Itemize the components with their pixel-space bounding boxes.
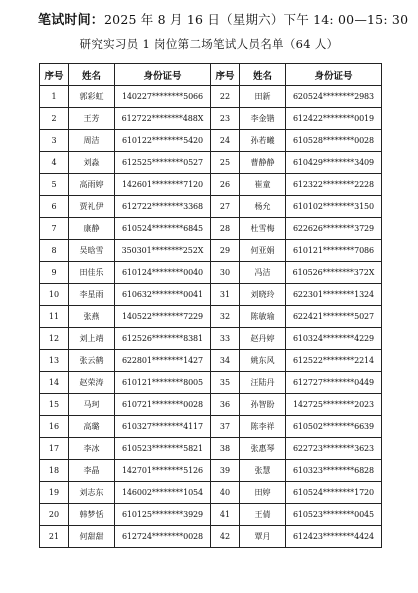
table-row	[40, 108, 382, 130]
cell-number: 8	[40, 240, 69, 262]
cell-name: 汪陆丹	[240, 372, 286, 394]
cell-number: 18	[40, 460, 69, 482]
cell-id-number: 622626********3729	[286, 218, 382, 240]
cell-number: 26	[211, 174, 240, 196]
cell-number: 14	[40, 372, 69, 394]
cell-id-number: 146002********1054	[115, 482, 211, 504]
cell-number: 41	[211, 504, 240, 526]
cell-name: 王倩	[240, 504, 286, 526]
cell-id-number: 612727********0449	[286, 372, 382, 394]
cell-number: 21	[40, 526, 69, 548]
cell-id-number: 610721********0028	[115, 394, 211, 416]
cell-name: 李晶	[69, 460, 115, 482]
table-row	[40, 218, 382, 240]
table-row	[40, 328, 382, 350]
cell-number: 16	[40, 416, 69, 438]
cell-id-number: 610526********372X	[286, 262, 382, 284]
cell-name: 崔童	[240, 174, 286, 196]
table-row	[40, 372, 382, 394]
cell-id-number: 610327********4117	[115, 416, 211, 438]
table-row	[40, 262, 382, 284]
cell-id-number: 612526********8381	[115, 328, 211, 350]
cell-id-number: 610324********4229	[286, 328, 382, 350]
table-row	[40, 438, 382, 460]
cell-number: 19	[40, 482, 69, 504]
exam-time-line	[38, 9, 408, 28]
cell-id-number: 620524********2983	[286, 86, 382, 108]
cell-name: 陈敏瑜	[240, 306, 286, 328]
cell-name: 孙智盼	[240, 394, 286, 416]
cell-name: 李星雨	[69, 284, 115, 306]
cell-number: 1	[40, 86, 69, 108]
cell-name: 刘上靖	[69, 328, 115, 350]
cell-id-number: 612423********4424	[286, 526, 382, 548]
cell-number: 39	[211, 460, 240, 482]
cell-id-number: 610528********0028	[286, 130, 382, 152]
cell-name: 赵荣涛	[69, 372, 115, 394]
table-row	[40, 482, 382, 504]
cell-number: 29	[211, 240, 240, 262]
cell-number: 9	[40, 262, 69, 284]
cell-id-number: 612422********0019	[286, 108, 382, 130]
cell-name: 吴晗雪	[69, 240, 115, 262]
roster-table	[39, 63, 382, 548]
cell-name: 马珂	[69, 394, 115, 416]
cell-number: 30	[211, 262, 240, 284]
cell-id-number: 612722********3368	[115, 196, 211, 218]
table-row	[40, 174, 382, 196]
cell-name: 王芳	[69, 108, 115, 130]
cell-name: 张云鹤	[69, 350, 115, 372]
cell-name: 杜雪梅	[240, 218, 286, 240]
cell-id-number: 610102********3150	[286, 196, 382, 218]
cell-number: 28	[211, 218, 240, 240]
cell-number: 40	[211, 482, 240, 504]
col-header-name-right: 姓名	[240, 64, 286, 86]
cell-number: 22	[211, 86, 240, 108]
cell-name: 何甜甜	[69, 526, 115, 548]
cell-name: 贾礼伊	[69, 196, 115, 218]
cell-number: 25	[211, 152, 240, 174]
cell-name: 李金锴	[240, 108, 286, 130]
cell-number: 12	[40, 328, 69, 350]
cell-id-number: 612525********0527	[115, 152, 211, 174]
cell-id-number: 610632********0041	[115, 284, 211, 306]
cell-name: 高雨婷	[69, 174, 115, 196]
cell-name: 姚东风	[240, 350, 286, 372]
cell-id-number: 142725********2023	[286, 394, 382, 416]
cell-name: 周洁	[69, 130, 115, 152]
cell-number: 13	[40, 350, 69, 372]
cell-number: 34	[211, 350, 240, 372]
cell-number: 32	[211, 306, 240, 328]
table-row	[40, 526, 382, 548]
cell-number: 33	[211, 328, 240, 350]
cell-number: 37	[211, 416, 240, 438]
cell-id-number: 610523********5821	[115, 438, 211, 460]
cell-number: 31	[211, 284, 240, 306]
table-row	[40, 306, 382, 328]
cell-number: 3	[40, 130, 69, 152]
cell-id-number: 142701********5126	[115, 460, 211, 482]
table-row	[40, 504, 382, 526]
cell-id-number: 612722********488X	[115, 108, 211, 130]
cell-id-number: 612724********0028	[115, 526, 211, 548]
cell-id-number: 140227********5066	[115, 86, 211, 108]
cell-id-number: 612522********2214	[286, 350, 382, 372]
cell-name: 陈李祥	[240, 416, 286, 438]
cell-name: 韩梦恬	[69, 504, 115, 526]
cell-name: 高璐	[69, 416, 115, 438]
cell-name: 刘志东	[69, 482, 115, 504]
col-header-no-right: 序号	[211, 64, 240, 86]
cell-id-number: 610323********6828	[286, 460, 382, 482]
cell-id-number: 610124********0040	[115, 262, 211, 284]
cell-number: 42	[211, 526, 240, 548]
table-row	[40, 86, 382, 108]
cell-id-number: 350301********252X	[115, 240, 211, 262]
cell-name: 赵丹婷	[240, 328, 286, 350]
table-row	[40, 196, 382, 218]
cell-number: 6	[40, 196, 69, 218]
cell-id-number: 142601********7120	[115, 174, 211, 196]
cell-name: 覃月	[240, 526, 286, 548]
col-header-no-left: 序号	[40, 64, 69, 86]
cell-number: 15	[40, 394, 69, 416]
cell-name: 李冰	[69, 438, 115, 460]
exam-time-label: 笔试时间：	[38, 13, 105, 28]
cell-name: 何亚娟	[240, 240, 286, 262]
cell-id-number: 610524********1720	[286, 482, 382, 504]
cell-id-number: 622301********1324	[286, 284, 382, 306]
cell-id-number: 622421********5027	[286, 306, 382, 328]
cell-name: 郭彩虹	[69, 86, 115, 108]
cell-id-number: 610524********6845	[115, 218, 211, 240]
cell-id-number: 612322********2228	[286, 174, 382, 196]
cell-id-number: 622723********3623	[286, 438, 382, 460]
cell-id-number: 140522********7229	[115, 306, 211, 328]
cell-number: 27	[211, 196, 240, 218]
cell-id-number: 610429********3409	[286, 152, 382, 174]
table-header-row	[40, 64, 382, 86]
cell-name: 曹静静	[240, 152, 286, 174]
cell-number: 36	[211, 394, 240, 416]
col-header-name-left: 姓名	[69, 64, 115, 86]
table-row	[40, 460, 382, 482]
cell-number: 5	[40, 174, 69, 196]
cell-name: 田婷	[240, 482, 286, 504]
cell-id-number: 622801********1427	[115, 350, 211, 372]
cell-id-number: 610125********3929	[115, 504, 211, 526]
cell-number: 38	[211, 438, 240, 460]
cell-name: 田新	[240, 86, 286, 108]
cell-name: 刘淼	[69, 152, 115, 174]
cell-name: 田佳乐	[69, 262, 115, 284]
col-header-id-left: 身份证号	[115, 64, 211, 86]
cell-name: 杨允	[240, 196, 286, 218]
table-row	[40, 152, 382, 174]
cell-number: 24	[211, 130, 240, 152]
cell-id-number: 610121********7086	[286, 240, 382, 262]
col-header-id-right: 身份证号	[286, 64, 382, 86]
cell-name: 张慧	[240, 460, 286, 482]
table-row	[40, 350, 382, 372]
cell-number: 23	[211, 108, 240, 130]
cell-number: 17	[40, 438, 69, 460]
cell-name: 张燕	[69, 306, 115, 328]
cell-name: 冯洁	[240, 262, 286, 284]
table-row	[40, 394, 382, 416]
cell-name: 刘晓玲	[240, 284, 286, 306]
table-row	[40, 240, 382, 262]
cell-id-number: 610121********8005	[115, 372, 211, 394]
cell-name: 张惠琴	[240, 438, 286, 460]
cell-number: 20	[40, 504, 69, 526]
cell-id-number: 610502********6639	[286, 416, 382, 438]
cell-id-number: 610523********0045	[286, 504, 382, 526]
table-row	[40, 130, 382, 152]
cell-number: 2	[40, 108, 69, 130]
exam-time-value: 2025 年 8 月 16 日（星期六）下午 14: 00—15: 30	[104, 12, 409, 27]
cell-number: 7	[40, 218, 69, 240]
cell-number: 35	[211, 372, 240, 394]
cell-id-number: 610122********5420	[115, 130, 211, 152]
cell-name: 孙若曦	[240, 130, 286, 152]
cell-name: 康静	[69, 218, 115, 240]
cell-number: 10	[40, 284, 69, 306]
cell-number: 11	[40, 306, 69, 328]
table-row	[40, 416, 382, 438]
cell-number: 4	[40, 152, 69, 174]
table-body	[40, 86, 382, 548]
table-row	[40, 284, 382, 306]
roster-title: 研究实习员 1 岗位第二场笔试人员名单（64 人）	[79, 37, 339, 51]
